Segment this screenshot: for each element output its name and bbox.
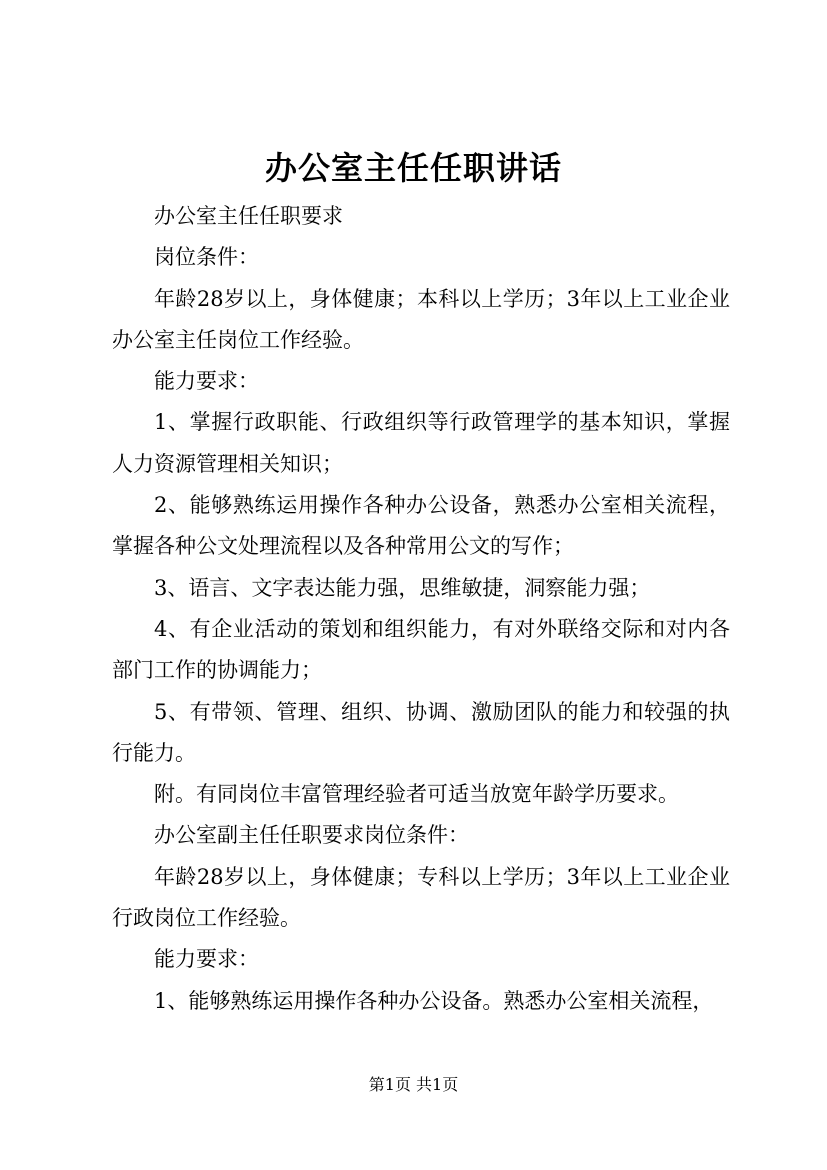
paragraph: 办公室主任任职要求 (154, 204, 343, 228)
page-footer: 第1页 共1页 (368, 1075, 459, 1094)
paragraph: 附。有同岗位丰富管理经验者可适当放宽年龄学历要求。 (154, 782, 679, 807)
paragraph: 3、语言、文字表达能力强，思维敏捷，洞察能力强； (154, 575, 651, 600)
paragraph: 1、能够熟练运用操作各种办公设备。熟悉办公室相关流程， (154, 988, 714, 1013)
paragraph: 1、掌握行政职能、行政组织等行政管理学的基本知识，掌握人力资源管理相关知识； (112, 410, 730, 476)
document-title: 办公室主任任职讲话 (264, 149, 562, 187)
paragraph: 能力要求： (154, 369, 259, 394)
paragraph: 办公室副主任任职要求岗位条件： (154, 823, 469, 848)
paragraph: 4、有企业活动的策划和组织能力，有对外联络交际和对内各部门工作的协调能力； (112, 616, 730, 683)
paragraph: 能力要求： (154, 947, 259, 972)
paragraph: 岗位条件： (154, 245, 259, 270)
paragraph: 年龄28岁以上，身体健康；专科以上学历；3年以上工业企业行政岗位工作经验。 (112, 864, 730, 931)
paragraph: 2、能够熟练运用操作各种办公设备，熟悉办公室相关流程，掌握各种公文处理流程以及各种常用公文的写作； (112, 493, 730, 559)
document-body (112, 196, 730, 1022)
paragraph: 5、有带领、管理、组织、协调、激励团队的能力和较强的执行能力。 (112, 699, 730, 765)
paragraph: 年龄28岁以上，身体健康；本科以上学历；3年以上工业企业办公室主任岗位工作经验。 (112, 286, 730, 352)
